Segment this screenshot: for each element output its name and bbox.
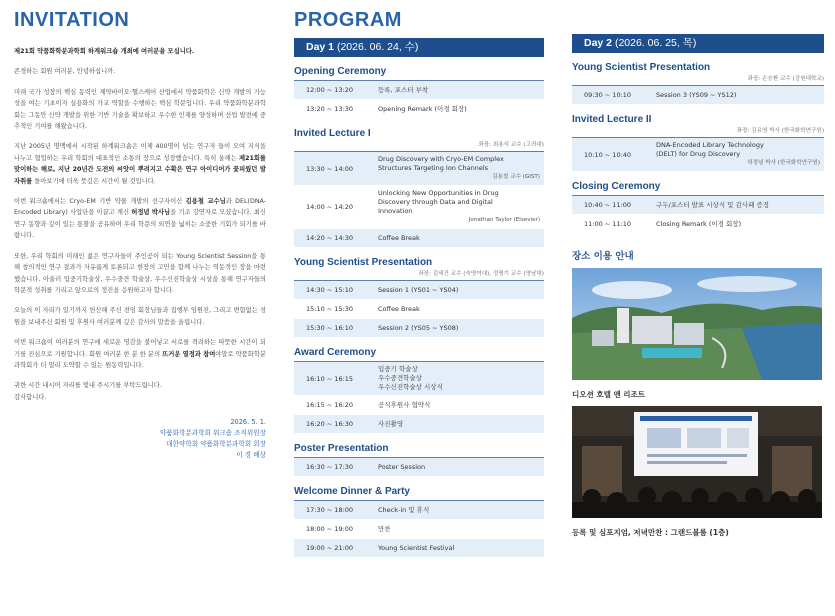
schedule-detail: [656, 138, 824, 171]
schedule-row: [294, 458, 544, 477]
schedule-row: [294, 281, 544, 300]
schedule-item: Structures Targeting Ion Channels: [378, 164, 489, 172]
schedule-item: Closing Remark (이경 회장): [656, 219, 742, 228]
section-title: Young Scientist Presentation: [572, 62, 711, 73]
invitation-text: 과 DEL(DNA-Encoded Library) 사업단을 이끌고 계신: [14, 198, 266, 217]
schedule-row: [294, 501, 544, 520]
schedule-row: [294, 539, 544, 558]
invitation-text: 귀한 시간 내시어 자리를 빛내 주시기를 부탁드립니다.: [14, 382, 162, 390]
signature-line: 이 경 배상: [236, 451, 266, 460]
schedule-time: 10:10 ~ 10:40: [584, 150, 632, 159]
invitation-text: 이번 워크숍이 여러분의 연구에 새로운 영감을 불어넣고 서로를 격려하는 따뜻한 시간이 되기를 진심으로 기원합니다. 회원 여러분 한 분 한 분의: [14, 339, 266, 358]
schedule-detail: [378, 417, 544, 432]
schedule-item: Session 3 (YS09 ~ YS12): [656, 90, 737, 99]
schedule-time: 10:40 ~ 11:00: [584, 201, 632, 209]
invitation-paragraph: [14, 46, 266, 57]
section-chair: 좌장: 최용석 교수 (고려대): [478, 142, 544, 148]
schedule-row: [572, 138, 824, 172]
program-day2-column: [572, 0, 824, 538]
schedule-detail: [378, 102, 544, 117]
schedule-speaker: Jonathan Taylor (Elsevier): [468, 217, 540, 223]
schedule-item: 구두/포스터 발표 시상식 및 감사패 증정: [656, 200, 769, 209]
invitation-text: 제21회 약품화학분과학회 하계워크숍 개최에 여러분을 모십니다.: [14, 48, 195, 55]
schedule-item: DNA-Encoded Library Technology: [656, 141, 764, 149]
day1-schedule: [294, 66, 544, 558]
section-chair: 좌장: 손승환 교수 (강원대학교): [747, 76, 824, 82]
ballroom-photo-caption: 등록 및 심포지엄, 저녁만찬 : 그랜드볼룸 (1층): [572, 528, 729, 537]
schedule-detail: [378, 460, 544, 475]
day1-header: [294, 38, 544, 57]
schedule-time: 16:20 ~ 16:30: [306, 420, 354, 428]
section-title: Poster Presentation: [294, 443, 389, 454]
schedule-detail: [656, 198, 824, 213]
invitation-paragraph: [14, 66, 266, 77]
invitation-paragraph: [14, 87, 266, 133]
schedule-detail: [378, 398, 544, 413]
schedule-detail: [378, 503, 544, 518]
section-title: Invited Lecture II: [572, 114, 652, 125]
invitation-paragraph: [14, 380, 266, 403]
schedule-row: [294, 152, 544, 186]
venue-title: 장소 이용 안내: [572, 251, 634, 262]
schedule-item: Young Scientist Festival: [378, 543, 455, 552]
invitation-text: 오늘의 이 자리가 있기까지 헌신해 주신 전임 회장님들과 집행부 임원진, 그리고 변함없는 성원을 보내주신 회원 및 후원사 여러분께 깊은 감사의 말씀을 올립니다.: [14, 307, 266, 326]
day2-date: (2026. 06. 25, 목): [614, 37, 697, 49]
schedule-item: 만찬: [378, 524, 391, 533]
invitation-emphasis: 김용철 교수님: [185, 198, 226, 206]
schedule-item: Opening Remark (이경 회장): [378, 104, 467, 113]
schedule-row: [572, 86, 824, 105]
section-title: Closing Ceremony: [572, 181, 661, 192]
schedule-item: 등록, 포스터 부착: [378, 85, 429, 94]
schedule-detail: [378, 541, 544, 556]
resort-photo: [572, 268, 822, 384]
schedule-detail: [656, 88, 824, 103]
invitation-emphasis: 제21회를 맞이하는 해로, 지난 20년간 도전의 씨앗이 뿌려지고 수확은 연구 아이디어가 꽃피웠던 발자취를: [14, 154, 266, 185]
schedule-time: 11:00 ~ 11:10: [584, 220, 632, 228]
invitation-column: [14, 0, 266, 461]
schedule-item: Check-in 및 휴식: [378, 505, 430, 514]
signature-line: 대한약학회 약품화학분과학회 회장: [166, 440, 266, 449]
schedule-item: 사진촬영: [378, 419, 404, 428]
invitation-text: 야말로 약품화학분과학회가 더 멀리 도약할 수 있는 원동력입니다.: [14, 350, 267, 369]
signature-line: 2026. 5. 1.: [230, 418, 266, 427]
schedule-item: Discovery through Data and Digital: [378, 198, 493, 206]
section-title: Invited Lecture I: [294, 128, 371, 139]
schedule-item: Drug Discovery with Cryo-EM Complex: [378, 155, 504, 163]
invitation-text: 감사합니다.: [14, 393, 47, 401]
schedule-speaker: 김용철 교수 (GIST): [492, 174, 540, 180]
schedule-detail: [378, 321, 544, 336]
schedule-item: Unlocking New Opportunities in Drug: [378, 189, 499, 197]
invitation-text: 또한, 우리 학회의 미래인 젊은 연구자들이 주인공이 되는 Young Scientist Session을 통해 창의적인 연구 결과가 자유롭게 토론되고 현장의 고민을 함께 나누는 역동적인 장을 마련했습니다. 아울러 입중기학술상, 우수중견 학술상, 우수신진학술상 시상을 통해 연구자들의 학문적 성취를 기리고 앞으로의 정진을 응원하고자 합니다.: [14, 252, 266, 294]
schedule-time: 19:00 ~ 21:00: [306, 544, 354, 552]
schedule-time: 13:20 ~ 13:30: [306, 105, 354, 113]
schedule-item: Session 2 (YS05 ~ YS08): [378, 323, 459, 332]
schedule-detail: [378, 186, 544, 228]
schedule-item: Coffee Break: [378, 304, 420, 313]
schedule-time: 14:20 ~ 14:30: [306, 234, 354, 242]
section-title: Young Scientist Presentation: [294, 257, 433, 268]
invitation-paragraph: [14, 305, 266, 328]
schedule-time: 18:00 ~ 19:00: [306, 525, 354, 533]
invitation-text: 미래 국가 성장의 핵심 동력인 제약바이오·헬스케어 산업에서 약품화학은 신약 개발의 가능성을 여는 기초이자 실용화의 가교 역할을 수행하는 핵심 학문입니다. 우리 약품화학분과학회는 그동안 신약 개발을 위한 기반 기술을 확보하고 우수한 인재를 양성하며 산업 발전에 중추적인 기여를 해왔습니다.: [14, 88, 266, 131]
schedule-time: 14:00 ~ 14:20: [306, 203, 354, 211]
day2-schedule: [572, 62, 824, 234]
schedule-item: (DELT) for Drug Discovery: [656, 150, 741, 158]
day1-label: Day 1: [306, 41, 335, 53]
schedule-time: 09:30 ~ 10:10: [584, 91, 632, 99]
schedule-item: Innovation: [378, 207, 413, 215]
schedule-time: 16:30 ~ 17:30: [306, 463, 354, 471]
schedule-time: 13:30 ~ 14:00: [306, 164, 354, 173]
invitation-text: 지난 2005년 명맥에서 시작된 하계워크숍은 이제 400명이 넘는 연구자 들이 모여 지식을 나누고 협업하는 우리 학회의 대표적인 소통의 장으로 성장했습니다. 특히 올해는: [14, 143, 266, 162]
day1-date: (2026. 06. 24, 수): [336, 41, 419, 53]
schedule-time: 14:30 ~ 15:10: [306, 286, 354, 294]
program-title: PROGRAM: [294, 9, 402, 31]
invitation-emphasis: 뜨거운 열정과 참여: [162, 350, 216, 358]
resort-photo-caption: 디오션 호텔 앤 리조트: [572, 390, 646, 399]
schedule-row: [294, 319, 544, 338]
section-chair: 좌장: 김유영 박사 (한국화학연구원): [736, 128, 824, 134]
invitation-paragraph: [14, 251, 266, 297]
schedule-item: 공식후원사 협약식: [378, 400, 431, 409]
schedule-row: [294, 520, 544, 539]
schedule-detail: [378, 83, 544, 98]
invitation-text: 존경하는 회원 여러분, 안녕하십니까.: [14, 68, 116, 76]
schedule-row: [294, 186, 544, 229]
schedule-row: [294, 100, 544, 119]
schedule-item: 우수신진학술상 시상식: [378, 383, 443, 391]
schedule-detail: [656, 217, 824, 232]
ballroom-photo: [572, 406, 822, 522]
invitation-body: [14, 46, 266, 403]
invitation-emphasis: 허정념 박사님: [131, 209, 171, 217]
schedule-row: [294, 81, 544, 100]
schedule-item: Poster Session: [378, 462, 426, 471]
schedule-row: [572, 196, 824, 215]
schedule-row: [294, 362, 544, 396]
invitation-title: INVITATION: [14, 9, 130, 31]
invitation-text: 이번 워크숍에서는 Cryo-EM 기반 약물 개발의 선구자이신: [14, 198, 186, 206]
schedule-detail: [378, 231, 544, 246]
invitation-text: 돌아보기에 더욱 뜻깊은 시간이 될 것입니다.: [32, 177, 156, 185]
signature-line: 약품화학분과학회 워크숍 조직위원장: [159, 429, 266, 438]
schedule-row: [294, 415, 544, 434]
invitation-paragraph: [14, 141, 266, 187]
schedule-item: 입중기 학술상: [378, 365, 418, 373]
invitation-paragraph: [14, 196, 266, 242]
section-chair: 좌장: 김세건 교수 (숙명여대), 정명기 교수 (영남대): [418, 271, 544, 277]
schedule-item: 우수중견학술상: [378, 374, 422, 382]
section-title: Opening Ceremony: [294, 66, 387, 77]
schedule-speaker: 허정념 박사 (한국화학연구원): [747, 160, 820, 166]
section-title: Award Ceremony: [294, 347, 377, 358]
schedule-detail: [378, 362, 544, 395]
schedule-row: [294, 229, 544, 248]
schedule-time: 16:15 ~ 16:20: [306, 401, 354, 409]
schedule-item: Session 1 (YS01 ~ YS04): [378, 285, 459, 294]
schedule-item: Coffee Break: [378, 233, 420, 242]
schedule-time: 17:30 ~ 18:00: [306, 506, 354, 514]
day2-label: Day 2: [584, 37, 613, 49]
invitation-text: 을 기조 강연자로 모셨습니다. 최신 연구 동향과 깊이 있는 통찰을 공유하며 우리 학문의 외연을 넓히는 소중한 기회가 되기를 바랍니다.: [14, 209, 266, 240]
schedule-row: [294, 396, 544, 415]
schedule-time: 15:30 ~ 16:10: [306, 324, 354, 332]
schedule-time: 12:00 ~ 13:20: [306, 86, 354, 94]
section-title: Welcome Dinner & Party: [294, 486, 410, 497]
schedule-detail: [378, 522, 544, 537]
invitation-signature: [14, 417, 266, 461]
schedule-row: [294, 300, 544, 319]
schedule-detail: [378, 283, 544, 298]
schedule-detail: [378, 152, 544, 185]
schedule-time: 16:10 ~ 16:15: [306, 374, 354, 383]
program-day1-column: [294, 0, 544, 558]
day2-header: [572, 34, 824, 53]
schedule-detail: [378, 302, 544, 317]
schedule-time: 15:10 ~ 15:30: [306, 305, 354, 313]
invitation-paragraph: [14, 337, 266, 371]
schedule-row: [572, 215, 824, 234]
